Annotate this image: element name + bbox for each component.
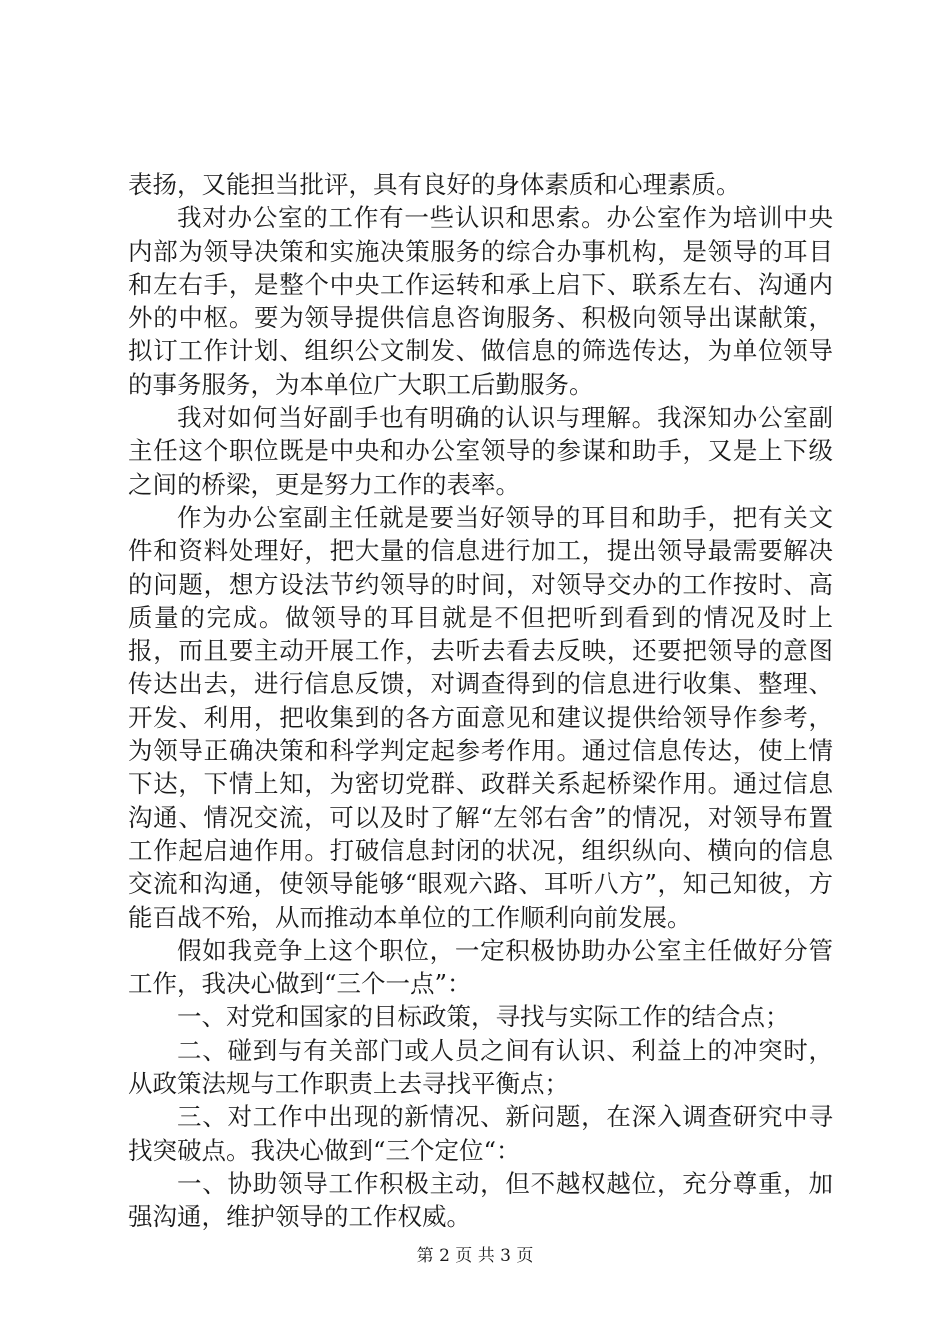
paragraph: 三、对工作中出现的新情况、新问题，在深入调查研究中寻找突破点。我决心做到“三个定位“： [128, 1102, 833, 1165]
paragraph: 二、碰到与有关部门或人员之间有认识、利益上的冲突时，从政策法规与工作职责上去寻找平衡点； [128, 1035, 833, 1099]
paragraph: 一、对党和国家的目标政策，寻找与实际工作的结合点； [177, 1002, 790, 1032]
paragraph: 我对办公室的工作有一些认识和思索。办公室作为培训中央内部为领导决策和实施决策服务的综合办事机构，是领导的耳目和左右手，是整个中央工作运转和承上启下、联系左右、沟通内外的中枢。要为领导提供信息咨询服务、积极向领导出谋献策，拟订工作计划、组织公文制发、做信息的筛选传达，为单位领导的事务服务，为本单位广大职工后勤服务。 [128, 203, 833, 399]
paragraph: 一、协助领导工作积极主动，但不越权越位，充分尊重，加强沟通，维护领导的工作权威。 [128, 1168, 833, 1232]
paragraph: 作为办公室副主任就是要当好领导的耳目和助手，把有关文件和资料处理好，把大量的信息进行加工，提出领导最需要解决的问题，想方设法节约领导的时间，对领导交办的工作按时、高质量的完成。做领导的耳目就是不但把听到看到的情况及时上报，而且要主动开展工作，去听去看去反映，还要把领导的意图传达出去，进行信息反馈，对调查得到的信息进行收集、整理、开发、利用，把收集到的各方面意见和建议提供给领导作参考，为领导正确决策和科学判定起参考作用。通过信息传达，使上情下达，下情上知，为密切党群、政群关系起桥梁作用。通过信息沟通、情况交流，可以及时了解“左邻右舍”的情况，对领导布置工作起启迪作用。打破信息封闭的状况，组织纵向、横向的信息交流和沟通，使领导能够“眼观六路、耳听八方”，知己知彼，方能百战不殆，从而推动本单位的工作顺利向前发展。 [128, 502, 833, 932]
paragraph: 表扬，又能担当批评，具有良好的身体素质和心理素质。 [128, 170, 741, 199]
page-number-footer: 第 2 页 共 3 页 [416, 1246, 534, 1266]
document-body [128, 168, 833, 1234]
paragraph: 假如我竞争上这个职位，一定积极协助办公室主任做好分管工作，我决心做到“三个一点”： [128, 935, 833, 999]
paragraph: 我对如何当好副手也有明确的认识与理解。我深知办公室副主任这个职位既是中央和办公室领导的参谋和助手，又是上下级之间的桥梁，更是努力工作的表率。 [128, 403, 833, 499]
